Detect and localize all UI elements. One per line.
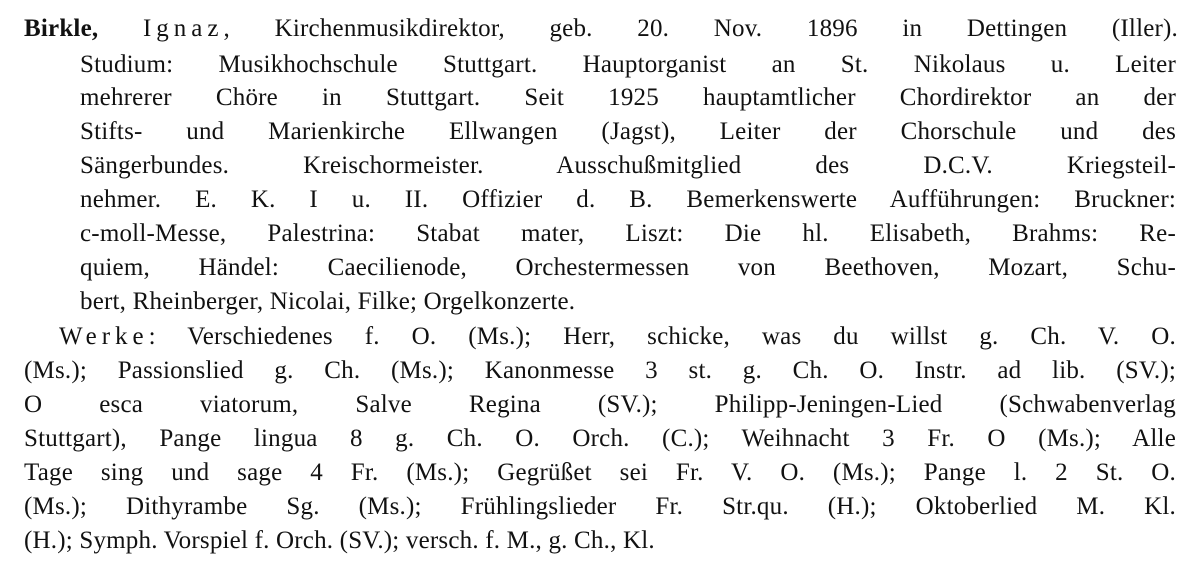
werke-first-rest: : Verschiedenes f. O. (Ms.); Herr, schicke, was du willst g. Ch. V. O. xyxy=(148,323,1176,350)
entry-given-name: Ignaz xyxy=(142,15,224,42)
werke-line: (H.); Symph. Vorspiel f. Orch. (SV.); versch. f. M., g. Ch., Kl. xyxy=(24,527,655,554)
bio-line: bert, Rheinberger, Nicolai, Filke; Orgelkonzerte. xyxy=(80,288,576,315)
bio-line: quiem, Händel: Caecilienode, Orchestermessen von Beethoven, Mozart, Schu- xyxy=(80,254,1176,281)
bio-line: Studium: Musikhochschule Stuttgart. Hauptorganist an St. Nikolaus u. Leiter xyxy=(80,51,1176,78)
bio-line: nehmer. E. K. I u. II. Offizier d. B. Bemerkenswerte Aufführungen: Bruckner: xyxy=(80,186,1176,213)
bio-line: Sängerbundes. Kreischormeister. Ausschußmitglied des D.C.V. Kriegsteil- xyxy=(80,152,1176,179)
entry-surname: Birkle, xyxy=(24,15,99,42)
bio-line: Stifts- und Marienkirche Ellwangen (Jagst), Leiter der Chorschule und des xyxy=(80,118,1176,145)
werke-line: (Ms.); Passionslied g. Ch. (Ms.); Kanonmesse 3 st. g. Ch. O. Instr. ad lib. (SV.); xyxy=(24,357,1176,384)
werke-line: (Ms.); Dithyrambe Sg. (Ms.); Frühlingslieder Fr. Str.qu. (H.); Oktoberlied M. Kl. xyxy=(24,493,1176,520)
entry-heading-line xyxy=(24,14,1178,44)
werke-heading-line xyxy=(59,322,1176,352)
werke-line: Stuttgart), Pange lingua 8 g. Ch. O. Orch. (C.); Weihnacht 3 Fr. O (Ms.); Alle xyxy=(24,425,1176,452)
bio-line: c-moll-Messe, Palestrina: Stabat mater, Liszt: Die hl. Elisabeth, Brahms: Re- xyxy=(80,220,1176,247)
werke-line: Tage sing und sage 4 Fr. (Ms.); Gegrüßet sei Fr. V. O. (Ms.); Pange l. 2 St. O. xyxy=(24,459,1176,486)
werke-line: O esca viatorum, Salve Regina (SV.); Philipp-Jeningen-Lied (Schwabenverlag xyxy=(24,391,1176,418)
entry-heading-rest: , Kirchenmusikdirektor, geb. 20. Nov. 1896 in Dettingen (Iller). xyxy=(223,15,1179,42)
werke-label: Werke xyxy=(59,323,149,350)
bio-line: mehrerer Chöre in Stuttgart. Seit 1925 hauptamtlicher Chordirektor an der xyxy=(80,84,1176,111)
